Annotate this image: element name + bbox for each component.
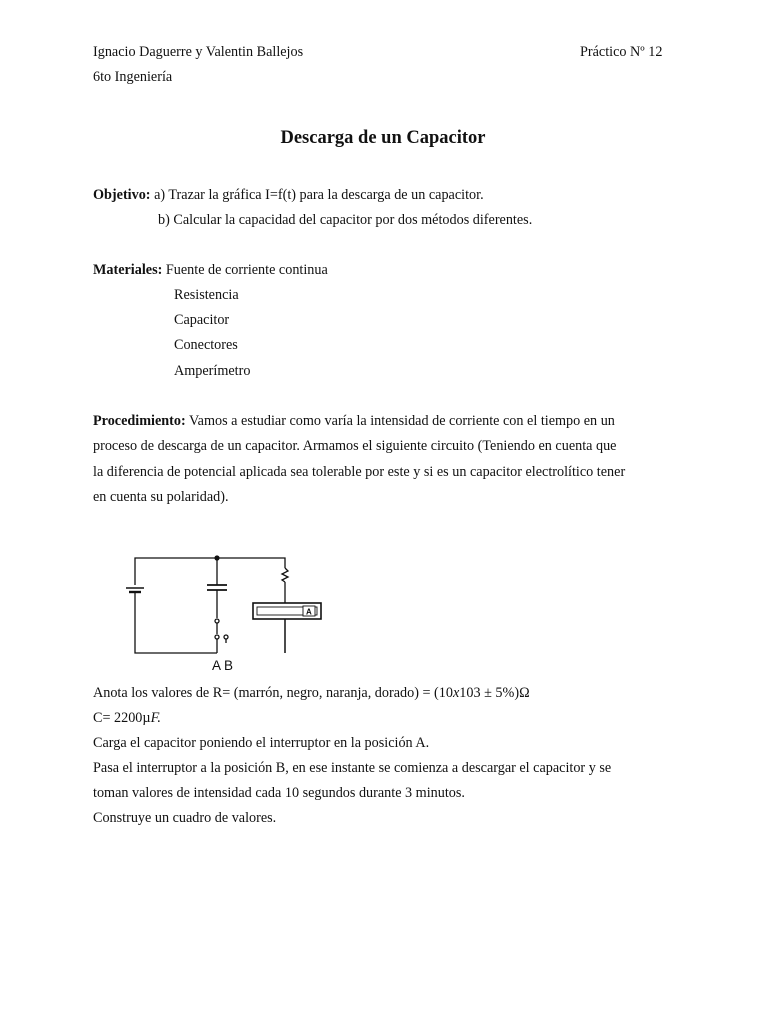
circuit-diagram [120,548,330,676]
procedimiento-text: en cuenta su polaridad). [93,489,229,505]
objetivo-b: b) Calcular la capacidad del capacitor por dos métodos diferentes. [158,212,533,228]
objetivo-line-a [93,187,484,204]
switch-label: A B [212,658,234,673]
capacitance-text: C= 2200µ [93,710,151,726]
circuit-wire [135,592,216,653]
circuit-wire [135,558,285,585]
objetivo-a: a) Trazar la gráfica I=f(t) para la descarga de un capacitor. [154,187,484,203]
instruction-capacitance [93,710,161,727]
capacitance-unit: F. [150,710,161,726]
materiales-item: Conectores [174,337,238,353]
materiales-item: Resistencia [174,287,239,303]
header-course: 6to Ingeniería [93,69,173,85]
header-practice-number: Práctico Nº 12 [580,44,663,60]
ammeter-label: A [306,607,312,617]
materiales-item: Capacitor [174,312,230,328]
capacitor-symbol [207,585,227,590]
page-title: Descarga de un Capacitor [280,128,486,148]
materiales-item: Fuente de corriente continua [165,262,328,278]
resistance-value: 103 ± 5%)Ω [459,685,530,701]
instruction-line: toman valores de intensidad cada 10 segundos durante 3 minutos. [93,785,465,801]
instruction-line: Pasa el interruptor a la posición B, en ese instante se comienza a descargar el capacitor y se [93,760,612,776]
materiales-item: Amperímetro [174,363,251,379]
materiales-label: Materiales: [93,262,163,278]
battery-symbol [126,588,144,592]
instruction-line: Construye un cuadro de valores. [93,810,277,826]
instruction-line: Carga el capacitor poniendo el interruptor en la posición A. [93,735,430,751]
procedimiento-line [93,413,615,430]
procedimiento-label: Procedimiento: [93,413,186,429]
header-authors: Ignacio Daguerre y Valentin Ballejos [93,44,304,60]
junction-node [214,555,219,560]
resistance-times: x [452,685,460,701]
procedimiento-text: Vamos a estudiar como varía la intensidad de corriente con el tiempo en un [189,413,615,429]
instruction-resistance [93,685,530,702]
procedimiento-text: proceso de descarga de un capacitor. Armamos el siguiente circuito (Teniendo en cuenta que [93,438,617,454]
materiales-line-1 [93,262,328,279]
resistor-symbol [282,568,288,582]
objetivo-label: Objetivo: [93,187,151,203]
procedimiento-text: la diferencia de potencial aplicada sea tolerable por este y si es un capacitor electrolítico tener [93,464,626,480]
resistance-text: Anota los valores de R= (marrón, negro, naranja, dorado) = (10 [93,685,453,701]
switch-symbol [215,619,228,653]
